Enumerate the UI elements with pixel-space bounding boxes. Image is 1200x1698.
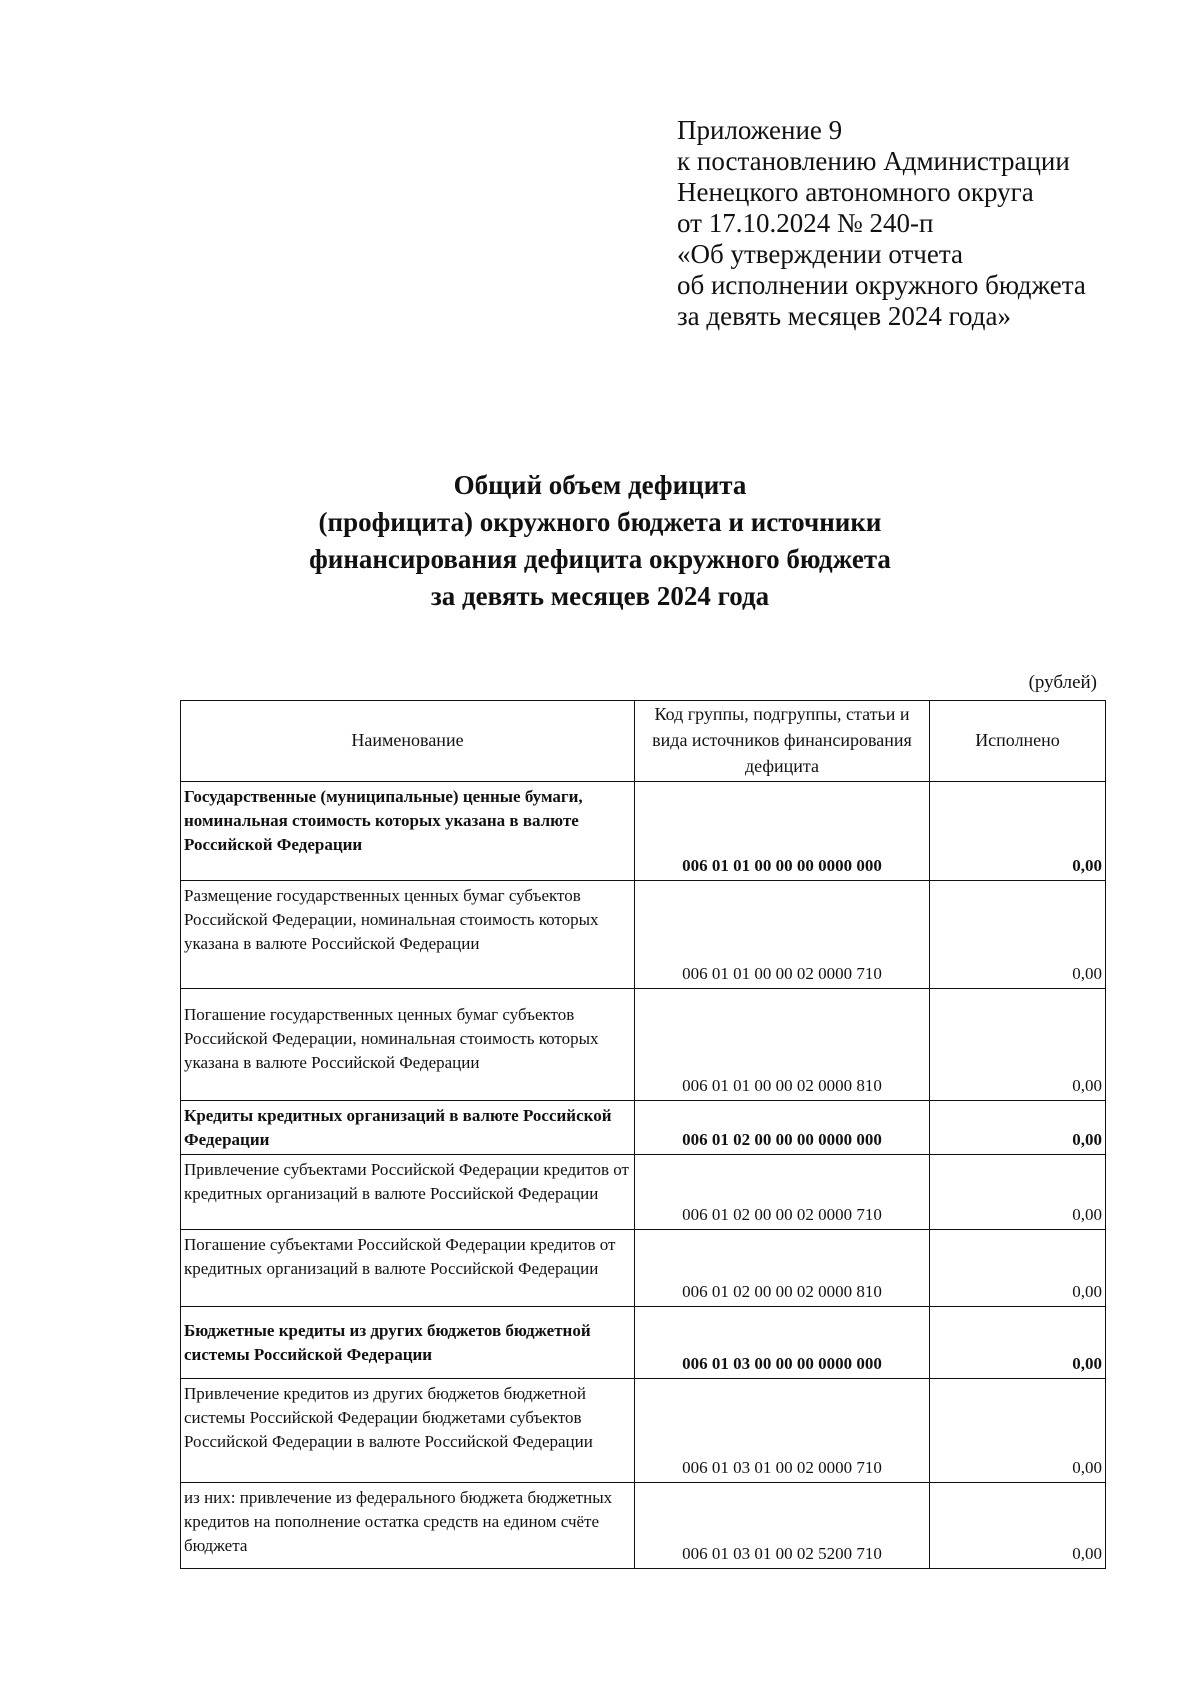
row-value: 0,00 (930, 1379, 1106, 1483)
row-name: Государственные (муниципальные) ценные бумаги, номинальная стоимость которых указана в валюте Российской Федерации (181, 782, 635, 881)
row-code: 006 01 02 00 00 02 0000 810 (635, 1230, 930, 1307)
header-name: Наименование (181, 701, 635, 782)
header-code: Код группы, подгруппы, статьи и вида источников финансирования дефицита (635, 701, 930, 782)
appendix-line: Ненецкого автономного округа (677, 177, 1034, 207)
appendix-line: «Об утверждении отчета (677, 239, 963, 269)
table-row (181, 1101, 1106, 1155)
row-value: 0,00 (930, 1230, 1106, 1307)
appendix-line: об исполнении окружного бюджета (677, 270, 1086, 300)
row-value: 0,00 (930, 881, 1106, 989)
title-line: финансирования дефицита окружного бюджета (309, 544, 891, 574)
table-header-row (181, 701, 1106, 782)
row-code: 006 01 03 01 00 02 0000 710 (635, 1379, 930, 1483)
row-value: 0,00 (930, 989, 1106, 1101)
row-value: 0,00 (930, 1307, 1106, 1379)
row-value: 0,00 (930, 1483, 1106, 1569)
table-row (181, 1155, 1106, 1230)
row-name: Бюджетные кредиты из других бюджетов бюджетной системы Российской Федерации (181, 1307, 635, 1379)
row-code: 006 01 01 00 00 02 0000 710 (635, 881, 930, 989)
appendix-line: Приложение 9 (677, 115, 843, 145)
table-row (181, 782, 1106, 881)
unit-label: (рублей) (1028, 672, 1097, 693)
row-code: 006 01 02 00 00 00 0000 000 (635, 1101, 930, 1155)
table-row (181, 1379, 1106, 1483)
title-line: за девять месяцев 2024 года (430, 581, 770, 611)
row-code: 006 01 02 00 00 02 0000 710 (635, 1155, 930, 1230)
table-row (181, 1307, 1106, 1379)
row-code: 006 01 03 00 00 00 0000 000 (635, 1307, 930, 1379)
row-name: Кредиты кредитных организаций в валюте Российской Федерации (181, 1101, 635, 1155)
header-done: Исполнено (930, 701, 1106, 782)
row-value: 0,00 (930, 782, 1106, 881)
table-row (181, 1483, 1106, 1569)
table-row (181, 881, 1106, 989)
appendix-line: от 17.10.2024 № 240-п (677, 208, 934, 238)
appendix-block (677, 115, 1200, 332)
row-code: 006 01 01 00 00 02 0000 810 (635, 989, 930, 1101)
appendix-line: за девять месяцев 2024 года» (677, 301, 1011, 331)
table-row (181, 989, 1106, 1101)
row-code: 006 01 01 00 00 00 0000 000 (635, 782, 930, 881)
row-name: Погашение государственных ценных бумаг субъектов Российской Федерации, номинальная стоимость которых указана в валюте Российской Федерации (181, 989, 635, 1101)
deficit-sources-table (180, 700, 1106, 1569)
title-line: (профицита) окружного бюджета и источники (318, 507, 882, 537)
row-name: Привлечение субъектами Российской Федерации кредитов от кредитных организаций в валюте Российской Федерации (181, 1155, 635, 1230)
row-name: Привлечение кредитов из других бюджетов бюджетной системы Российской Федерации бюджетами субъектов Российской Федерации в валюте Российской Федерации (181, 1379, 635, 1483)
row-name: Размещение государственных ценных бумаг субъектов Российской Федерации, номинальная стоимость которых указана в валюте Российской Федерации (181, 881, 635, 989)
title-line: Общий объем дефицита (453, 470, 747, 500)
row-code: 006 01 03 01 00 02 5200 710 (635, 1483, 930, 1569)
row-value: 0,00 (930, 1101, 1106, 1155)
row-name: из них: привлечение из федерального бюджета бюджетных кредитов на пополнение остатка средств на едином счёте бюджета (181, 1483, 635, 1569)
row-value: 0,00 (930, 1155, 1106, 1230)
appendix-line: к постановлению Администрации (677, 146, 1070, 176)
document-title (0, 467, 1200, 615)
table-row (181, 1230, 1106, 1307)
row-name: Погашение субъектами Российской Федерации кредитов от кредитных организаций в валюте Российской Федерации (181, 1230, 635, 1307)
